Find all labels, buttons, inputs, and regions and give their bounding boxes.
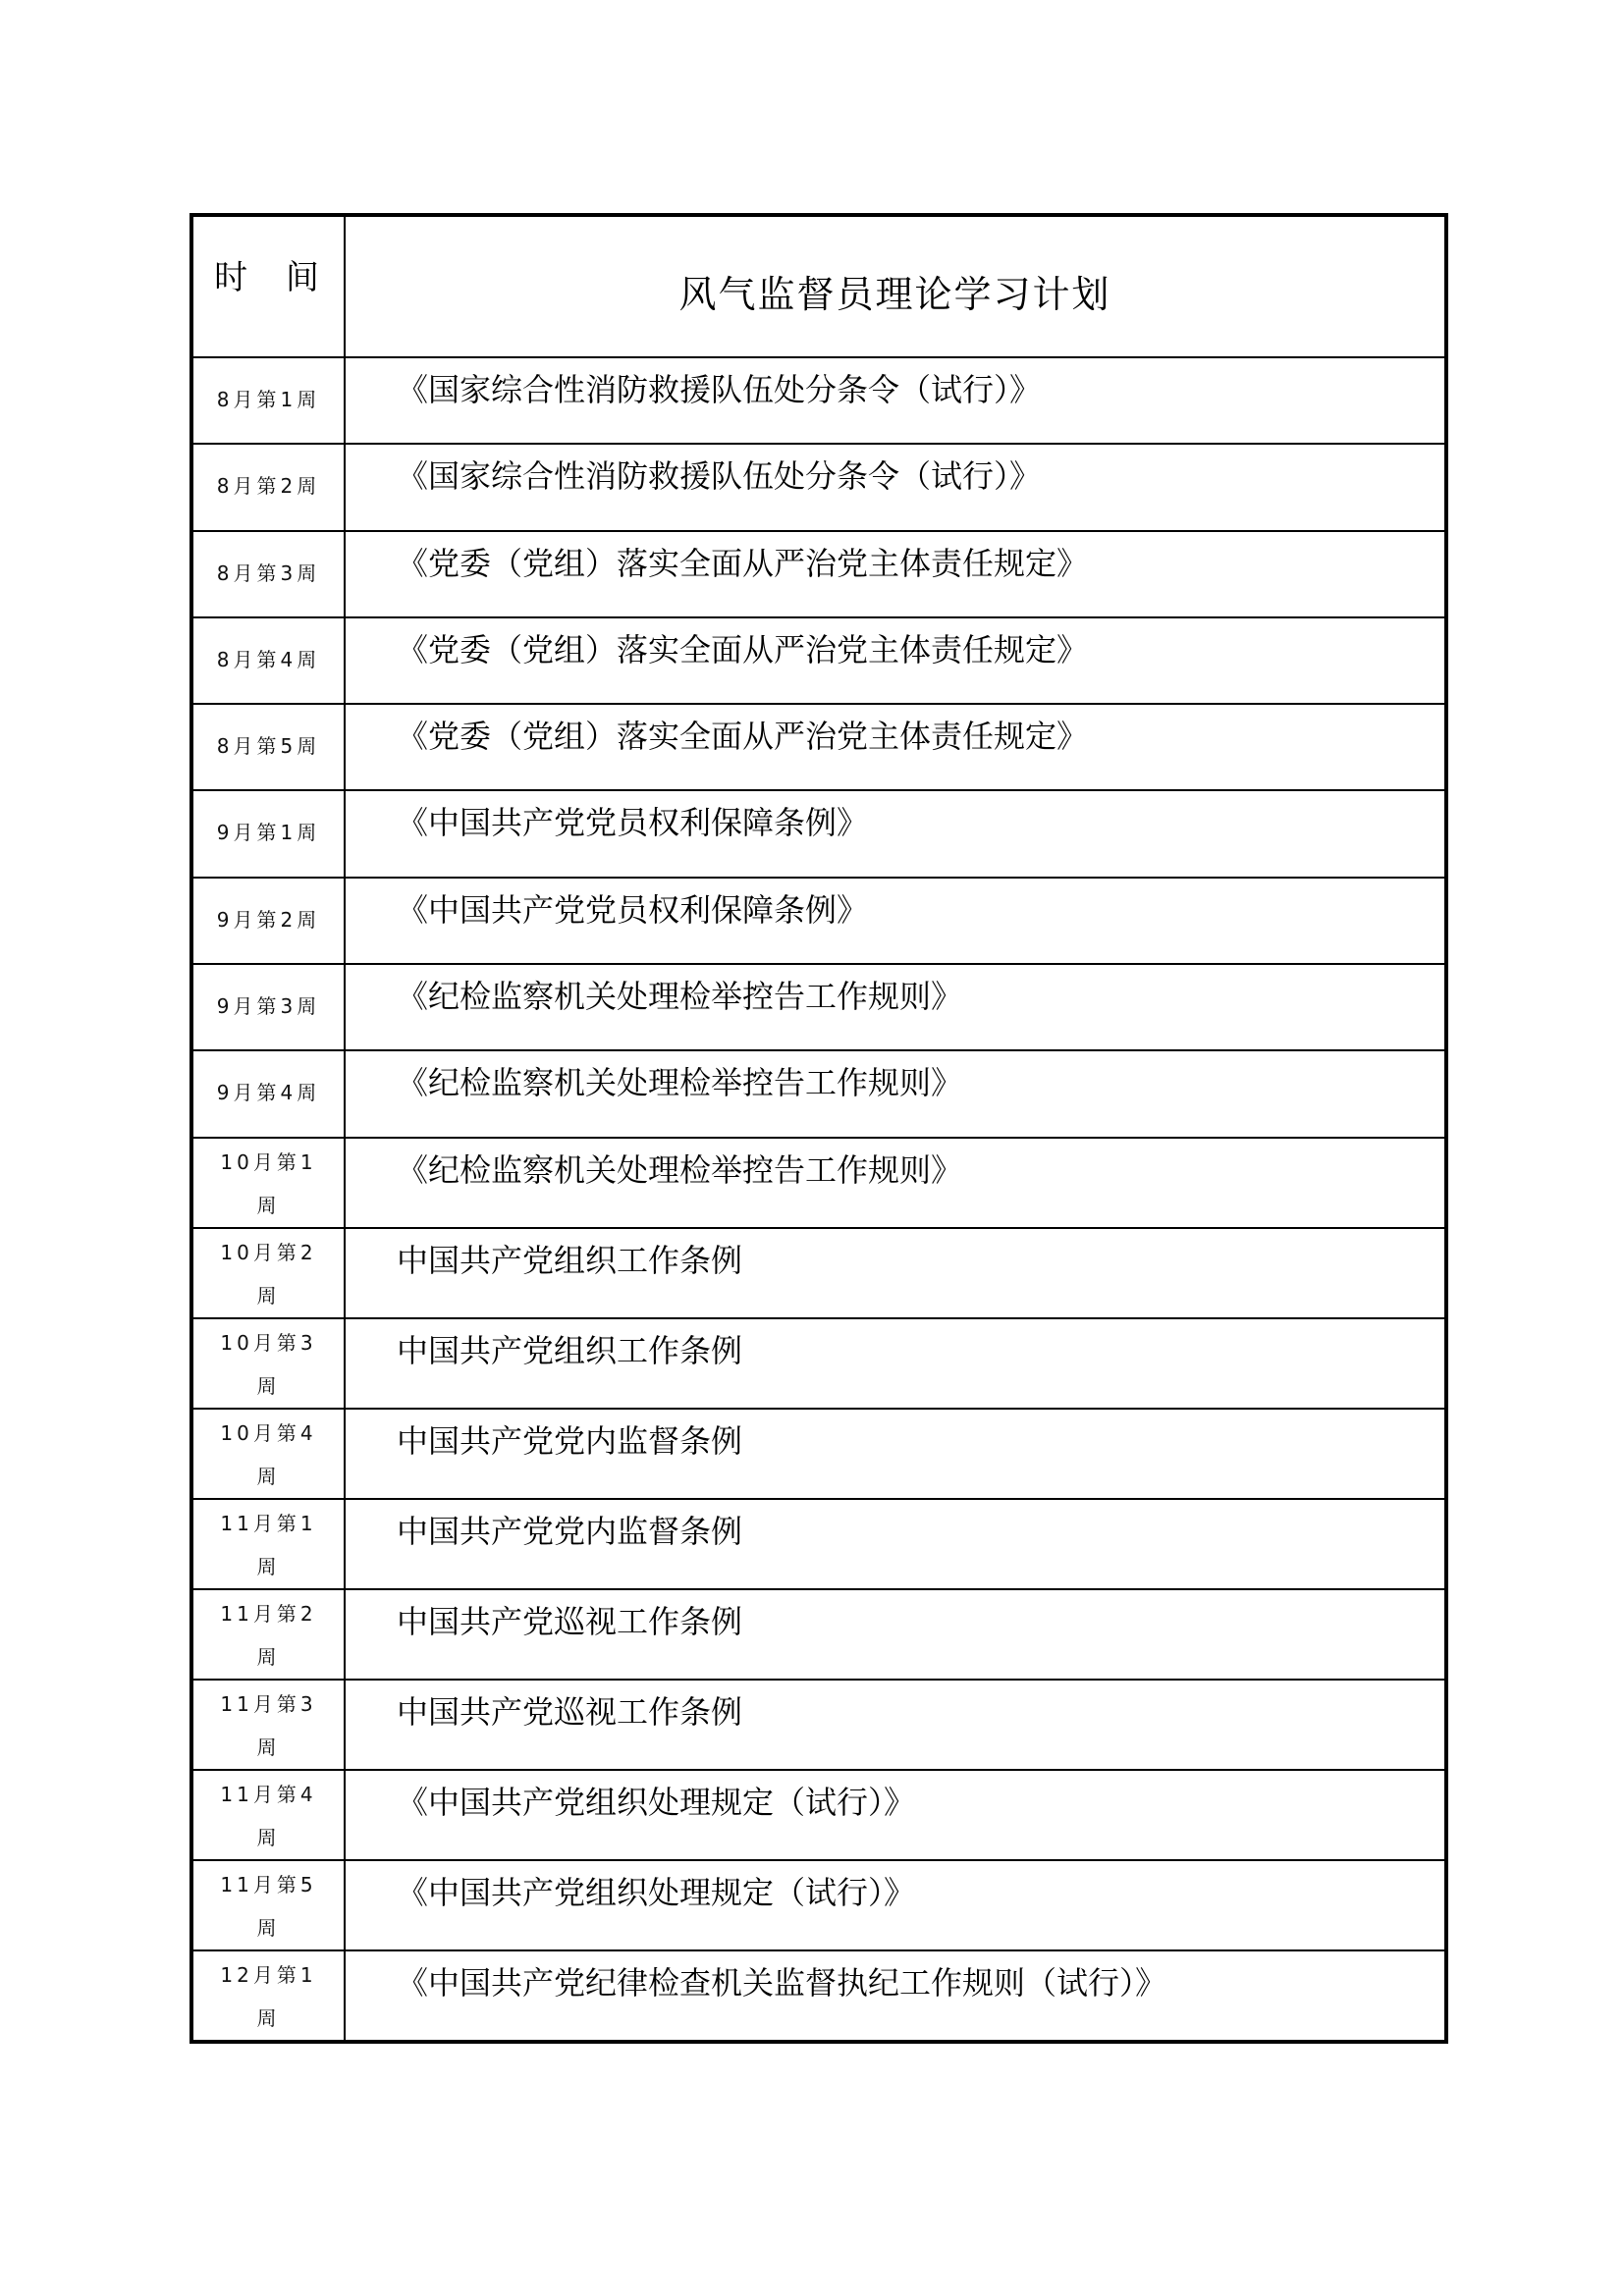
week-cell: 9月第2周 bbox=[191, 878, 345, 964]
study-material-cell: 《党委（党组）落实全面从严治党主体责任规定》 bbox=[345, 617, 1446, 704]
study-material-cell: 《纪检监察机关处理检举控告工作规则》 bbox=[345, 1050, 1446, 1137]
week-cell-line1: 10月第1 bbox=[220, 1149, 317, 1174]
study-material-cell: 中国共产党党内监督条例 bbox=[345, 1499, 1446, 1589]
table-row bbox=[191, 1409, 1446, 1499]
week-cell: 8月第4周 bbox=[191, 617, 345, 704]
week-cell bbox=[191, 1228, 345, 1318]
table-row bbox=[191, 444, 1446, 530]
study-material-cell: 中国共产党组织工作条例 bbox=[345, 1318, 1446, 1409]
week-cell-line2: 周 bbox=[256, 1915, 281, 1940]
table-row bbox=[191, 1950, 1446, 2042]
table-row bbox=[191, 1589, 1446, 1680]
week-cell bbox=[191, 1318, 345, 1409]
week-cell bbox=[191, 1138, 345, 1228]
table-row bbox=[191, 1228, 1446, 1318]
week-cell-line1: 11月第2 bbox=[220, 1601, 317, 1626]
plan-title: 风气监督员理论学习计划 bbox=[345, 215, 1446, 357]
table-row bbox=[191, 878, 1446, 964]
week-cell-line2: 周 bbox=[256, 1554, 281, 1578]
week-cell: 9月第3周 bbox=[191, 964, 345, 1050]
table-header-row bbox=[191, 215, 1446, 357]
week-cell-line2: 周 bbox=[256, 1283, 281, 1308]
week-cell-line1: 11月第1 bbox=[220, 1511, 317, 1535]
study-material-cell: 《国家综合性消防救援队伍处分条令（试行）》 bbox=[345, 444, 1446, 530]
table-row bbox=[191, 1680, 1446, 1770]
table-row bbox=[191, 704, 1446, 790]
study-material-cell: 中国共产党巡视工作条例 bbox=[345, 1680, 1446, 1770]
week-cell-line1: 11月第5 bbox=[220, 1872, 317, 1896]
week-cell: 8月第3周 bbox=[191, 531, 345, 617]
week-cell bbox=[191, 1950, 345, 2042]
study-material-cell: 《中国共产党组织处理规定（试行）》 bbox=[345, 1770, 1446, 1860]
study-material-cell: 中国共产党巡视工作条例 bbox=[345, 1589, 1446, 1680]
table-row bbox=[191, 790, 1446, 877]
study-material-cell: 中国共产党组织工作条例 bbox=[345, 1228, 1446, 1318]
table-row bbox=[191, 1318, 1446, 1409]
week-cell-line1: 10月第4 bbox=[220, 1420, 317, 1445]
week-cell: 8月第1周 bbox=[191, 357, 345, 444]
week-cell-line1: 11月第4 bbox=[220, 1782, 317, 1806]
week-cell bbox=[191, 1589, 345, 1680]
week-cell bbox=[191, 1770, 345, 1860]
week-cell-line2: 周 bbox=[256, 1464, 281, 1488]
table-row bbox=[191, 1499, 1446, 1589]
week-cell-line1: 12月第1 bbox=[220, 1962, 317, 1987]
week-cell: 8月第5周 bbox=[191, 704, 345, 790]
table-row bbox=[191, 1138, 1446, 1228]
week-cell: 8月第2周 bbox=[191, 444, 345, 530]
week-cell bbox=[191, 1860, 345, 1950]
week-cell-line2: 周 bbox=[256, 2005, 281, 2030]
week-cell bbox=[191, 1680, 345, 1770]
week-cell: 9月第4周 bbox=[191, 1050, 345, 1137]
study-material-cell: 《纪检监察机关处理检举控告工作规则》 bbox=[345, 964, 1446, 1050]
table-row bbox=[191, 531, 1446, 617]
time-column-header: 时 间 bbox=[191, 215, 345, 357]
week-cell: 9月第1周 bbox=[191, 790, 345, 877]
study-material-cell: 《国家综合性消防救援队伍处分条令（试行）》 bbox=[345, 357, 1446, 444]
table-row bbox=[191, 357, 1446, 444]
study-material-cell: 《中国共产党党员权利保障条例》 bbox=[345, 790, 1446, 877]
study-material-cell: 《党委（党组）落实全面从严治党主体责任规定》 bbox=[345, 531, 1446, 617]
study-plan-table bbox=[189, 213, 1448, 2044]
table-row bbox=[191, 1770, 1446, 1860]
study-material-cell: 《中国共产党党员权利保障条例》 bbox=[345, 878, 1446, 964]
week-cell bbox=[191, 1499, 345, 1589]
week-cell bbox=[191, 1409, 345, 1499]
study-material-cell: 《纪检监察机关处理检举控告工作规则》 bbox=[345, 1138, 1446, 1228]
table-row bbox=[191, 964, 1446, 1050]
table-row bbox=[191, 617, 1446, 704]
week-cell-line2: 周 bbox=[256, 1644, 281, 1669]
week-cell-line2: 周 bbox=[256, 1193, 281, 1217]
week-cell-line1: 10月第3 bbox=[220, 1330, 317, 1355]
week-cell-line2: 周 bbox=[256, 1735, 281, 1759]
study-material-cell: 《中国共产党纪律检查机关监督执纪工作规则（试行）》 bbox=[345, 1950, 1446, 2042]
week-cell-line2: 周 bbox=[256, 1373, 281, 1398]
week-cell-line1: 11月第3 bbox=[220, 1691, 317, 1716]
study-material-cell: 《中国共产党组织处理规定（试行）》 bbox=[345, 1860, 1446, 1950]
week-cell-line1: 10月第2 bbox=[220, 1240, 317, 1264]
study-material-cell: 《党委（党组）落实全面从严治党主体责任规定》 bbox=[345, 704, 1446, 790]
week-cell-line2: 周 bbox=[256, 1825, 281, 1849]
table-row bbox=[191, 1050, 1446, 1137]
table-row bbox=[191, 1860, 1446, 1950]
study-material-cell: 中国共产党党内监督条例 bbox=[345, 1409, 1446, 1499]
